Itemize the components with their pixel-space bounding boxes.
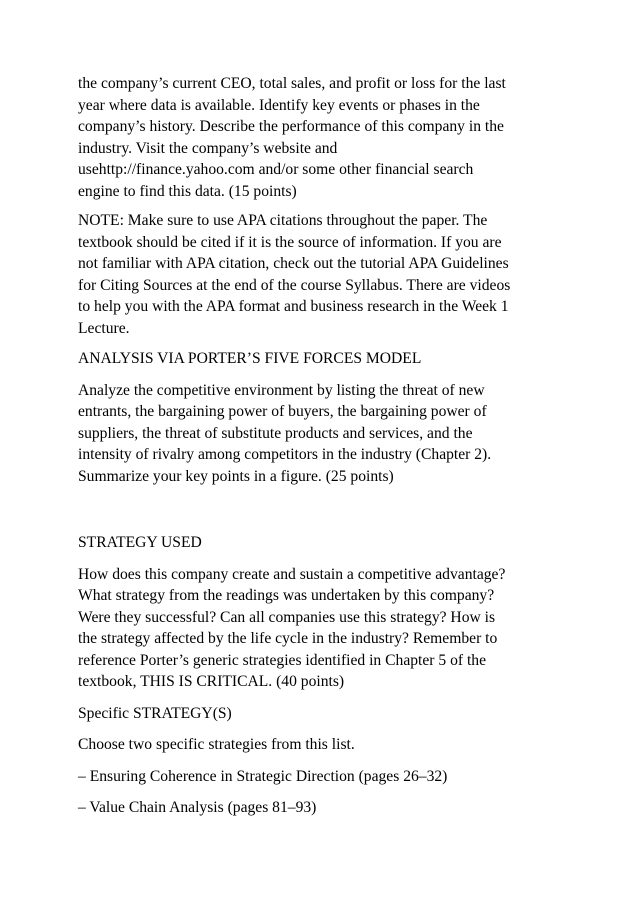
text-line: textbook, THIS IS CRITICAL. (40 points) (78, 673, 345, 690)
text-line: not familiar with APA citation, check out the tutorial APA Guidelines (78, 255, 509, 272)
text-line: ANALYSIS VIA PORTER’S FIVE FORCES MODEL (78, 350, 422, 367)
list-item-strategic-direction (78, 766, 568, 788)
text-line: the strategy affected by the life cycle in the industry? Remember to (78, 630, 498, 647)
paragraph-company-research (78, 73, 568, 202)
text-line: for Citing Sources at the end of the course Syllabus. There are videos (78, 276, 511, 294)
paragraph-choose-strategies (78, 734, 568, 756)
text-line: Were they successful? Can all companies use this strategy? How is (78, 608, 496, 626)
text-line: What strategy from the readings was undertaken by this company? (78, 587, 495, 604)
text-line: NOTE: Make sure to use APA citations throughout the paper. The (78, 212, 488, 229)
list-item-value-chain (78, 797, 568, 819)
text-line: year where data is available. Identify key events or phases in the (78, 96, 480, 114)
text-line: to help you with the APA format and business research in the Week 1 (78, 298, 509, 315)
text-line: STRATEGY USED (78, 534, 202, 551)
text-line: – Ensuring Coherence in Strategic Direction (pages 26–32) (78, 767, 448, 785)
heading-strategy-used (78, 532, 568, 554)
heading-specific-strategies (78, 703, 568, 725)
text-line: industry. Visit the company’s website and (78, 139, 338, 157)
text-line: the company’s current CEO, total sales, and profit or loss for the last (78, 75, 506, 92)
text-line: Choose two specific strategies from this list. (78, 736, 355, 753)
text-line: entrants, the bargaining power of buyers, the bargaining power of (78, 403, 487, 420)
text-line: engine to find this data. (15 points) (78, 182, 297, 200)
text-line: company’s history. Describe the performance of this company in the (78, 118, 504, 135)
text-line: – Value Chain Analysis (pages 81–93) (78, 799, 317, 816)
text-line: Summarize your key points in a figure. (25 points) (78, 467, 394, 485)
text-line: Analyze the competitive environment by listing the threat of new (78, 381, 485, 399)
paragraph-strategy-used (78, 564, 568, 693)
text-line: How does this company create and sustain a competitive advantage? (78, 565, 506, 583)
text-line: usehttp://finance.yahoo.com and/or some other financial search (78, 161, 474, 178)
document-page (78, 73, 568, 819)
text-line: intensity of rivalry among competitors in the industry (Chapter 2). (78, 446, 492, 463)
text-line: textbook should be cited if it is the source of information. If you are (78, 233, 502, 251)
paragraph-porter-analysis (78, 380, 568, 488)
text-line: Lecture. (78, 319, 130, 337)
text-line: reference Porter’s generic strategies identified in Chapter 5 of the (78, 651, 487, 669)
text-line: suppliers, the threat of substitute products and services, and the (78, 424, 473, 442)
heading-porter-analysis (78, 348, 568, 370)
paragraph-apa-note (78, 210, 568, 339)
text-line: Specific STRATEGY(S) (78, 704, 232, 722)
